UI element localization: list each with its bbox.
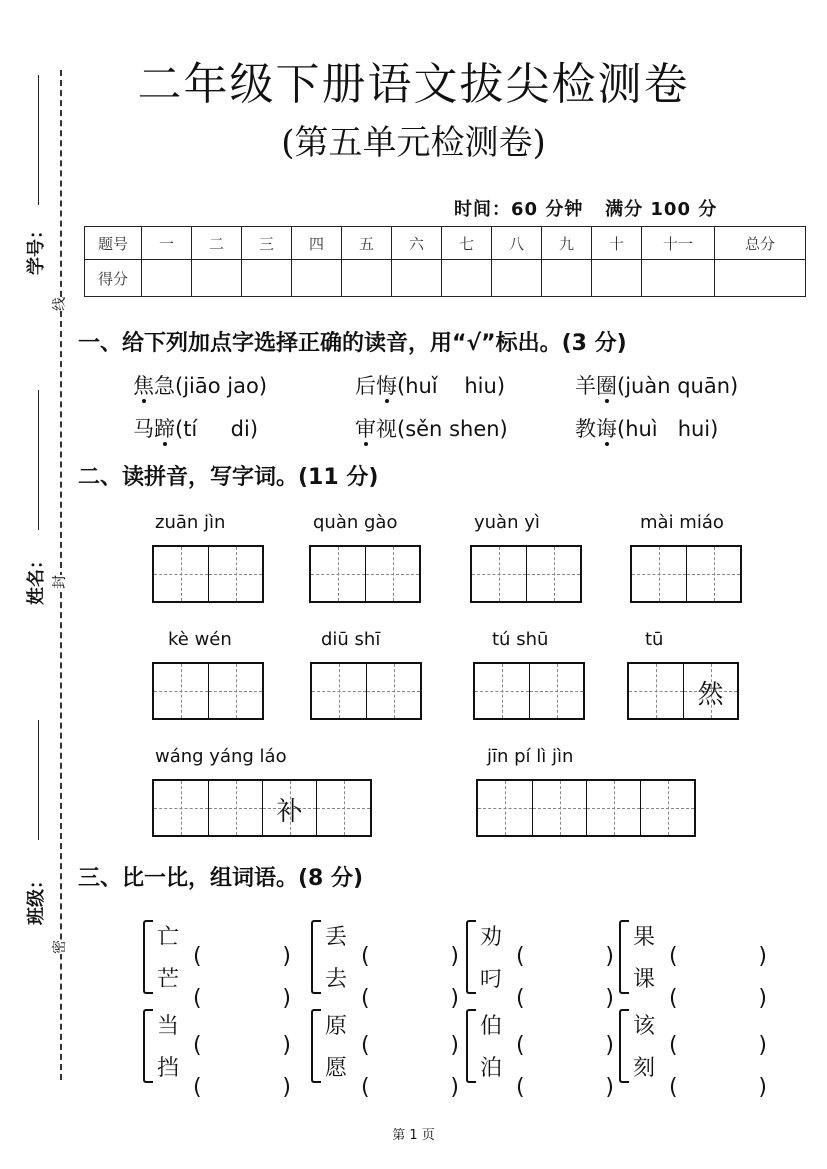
section2-heading: 二、读拼音，写字词。(11 分) [78,465,379,490]
dotted-char: 悔 [376,370,397,400]
option-a[interactable]: (sěn [397,417,443,441]
compare-char: 丢 [325,925,348,950]
score-cell[interactable] [192,260,242,297]
score-col: 十一 [642,227,715,260]
writing-cell[interactable] [366,664,420,718]
option-b[interactable]: jao) [227,374,268,398]
writing-cell[interactable] [154,781,208,835]
student-no-label: 学号： [26,221,47,275]
page-number: 第 1 页 [392,1128,435,1143]
dotted-char: 诲 [596,413,617,443]
brace-icon [466,920,476,994]
score-col-total: 总分 [715,227,806,260]
compare-char: 当 [157,1014,180,1039]
pronunciation-item[interactable]: 教诲(huì hui) [575,413,718,443]
brace-icon [619,1009,629,1083]
score-cell[interactable] [292,260,342,297]
score-table [84,226,806,297]
page-title: 二年级下册语文拔尖检测卷 [137,59,690,110]
score-col: 六 [392,227,442,260]
exam-meta [454,195,717,221]
score-col: 四 [292,227,342,260]
tian-grid[interactable] [476,779,696,837]
score-cell[interactable] [592,260,642,297]
compare-pair: 当 ( ) 挡 ( ) [143,1003,293,1085]
compare-char: 刻 [633,1056,656,1081]
score-col: 二 [192,227,242,260]
dotted-char: 审 [355,413,376,443]
brace-icon [619,920,629,994]
compare-char: 叼 [480,967,503,992]
pronunciation-item[interactable]: 审视(sěn shen) [355,413,508,443]
compare-char: 去 [325,967,348,992]
dotted-char: 焦 [133,370,154,400]
tian-grid[interactable] [630,545,742,603]
option-b[interactable]: quān) [677,374,739,398]
writing-cell[interactable] [532,781,586,835]
compare-pair: 该 ( ) 刻 ( ) [619,1003,769,1085]
score-col: 九 [542,227,592,260]
writing-cell: 补 [262,781,316,835]
writing-cell[interactable] [154,664,208,718]
option-a[interactable]: (jiāo [175,374,221,398]
score-col: 三 [242,227,292,260]
score-table-row-label: 题号 [85,227,142,260]
time-limit: 时间：60 分钟 [454,199,584,220]
tian-grid[interactable] [309,545,421,603]
compare-char: 愿 [325,1056,348,1081]
compare-char: 芒 [157,967,180,992]
tian-grid[interactable] [473,662,585,720]
writing-cell[interactable] [316,781,370,835]
brace-icon [311,1009,321,1083]
class-line [38,720,39,840]
score-cell[interactable] [142,260,192,297]
writing-cell[interactable] [208,547,262,601]
pronunciation-item[interactable]: 羊圈(juàn quān) [575,370,738,400]
class-label: 班级： [26,871,47,925]
name-label: 姓名： [26,551,47,605]
tian-grid[interactable] [470,545,582,603]
pinyin-label: tū [645,629,664,650]
pinyin-label: yuàn yì [474,512,540,533]
writing-cell[interactable] [311,547,365,601]
score-table-header-row [85,227,806,260]
pinyin-label: tú shū [492,629,549,650]
option-b[interactable]: shen) [449,417,508,441]
compare-char: 劝 [480,925,503,950]
option-b[interactable]: di) [230,417,259,441]
score-cell[interactable] [642,260,715,297]
pronunciation-item[interactable]: 马蹄(tí di) [133,413,258,443]
writing-cell[interactable] [472,547,526,601]
option-a[interactable]: (juàn [617,374,671,398]
score-cell[interactable] [492,260,542,297]
pinyin-label: quàn gào [313,512,398,533]
compare-char: 原 [325,1014,348,1039]
tian-grid[interactable] [627,662,739,720]
score-col: 八 [492,227,542,260]
score-cell-total[interactable] [715,260,806,297]
writing-cell[interactable] [208,781,262,835]
dotted-char: 蹄 [154,413,175,443]
option-a[interactable]: (huì [617,417,658,441]
pinyin-label: kè wén [168,629,232,650]
score-col: 七 [442,227,492,260]
score-table-row-label: 得分 [85,260,142,297]
full-score: 满分 100 分 [605,199,718,220]
option-b[interactable]: hiu) [464,374,506,398]
writing-cell[interactable] [586,781,640,835]
writing-cell[interactable] [475,664,529,718]
writing-cell[interactable] [365,547,419,601]
option-a[interactable]: (huǐ [397,374,438,398]
pinyin-label: jīn pí lì jìn [487,746,574,767]
writing-cell[interactable] [640,781,694,835]
writing-cell[interactable] [686,547,740,601]
compare-pair: 亡 ( ) 芒 ( ) [143,914,293,996]
section3-heading: 三、比一比，组词语。(8 分) [78,866,364,891]
writing-cell[interactable] [478,781,532,835]
compare-char: 挡 [157,1056,180,1081]
cut-mark-seal: 封 [47,575,71,589]
compare-char: 泊 [480,1056,503,1081]
page-subtitle: (第五单元检测卷) [281,123,546,163]
writing-cell[interactable] [629,664,683,718]
tian-grid[interactable] [152,779,372,837]
compare-pair: 果 ( ) 课 ( ) [619,914,769,996]
tian-grid[interactable] [152,545,264,603]
section1-heading: 一、给下列加点字选择正确的读音，用“√”标出。(3 分) [78,331,627,356]
pinyin-label: mài miáo [640,512,724,533]
compare-pair: 原 ( ) 愿 ( ) [311,1003,461,1085]
writing-cell[interactable] [154,547,208,601]
writing-cell[interactable] [632,547,686,601]
name-line [38,390,39,530]
brace-icon [466,1009,476,1083]
option-a[interactable]: (tí [175,417,198,441]
score-col: 十 [592,227,642,260]
score-cell[interactable] [442,260,492,297]
pronunciation-item[interactable]: 后悔(huǐ hiu) [355,370,505,400]
brace-icon [143,1009,153,1083]
cut-mark-secret: 密 [47,940,71,954]
writing-cell: 然 [683,664,737,718]
brace-icon [143,920,153,994]
compare-pair: 丢 ( ) 去 ( ) [311,914,461,996]
score-table-score-row [85,260,806,297]
score-col: 五 [342,227,392,260]
cut-mark-line: 线 [47,297,71,311]
writing-cell[interactable] [208,664,262,718]
compare-char: 课 [633,967,656,992]
tian-grid[interactable] [310,662,422,720]
tian-grid[interactable] [152,662,264,720]
score-cell[interactable] [542,260,592,297]
score-col: 一 [142,227,192,260]
option-b[interactable]: hui) [677,417,719,441]
compare-pair: 劝 ( ) 叼 ( ) [466,914,616,996]
compare-char: 该 [633,1014,656,1039]
brace-icon [311,920,321,994]
pinyin-label: zuān jìn [155,512,226,533]
compare-pair: 伯 ( ) 泊 ( ) [466,1003,616,1085]
score-cell[interactable] [242,260,292,297]
writing-cell[interactable] [312,664,366,718]
pinyin-label: wáng yáng láo [155,746,287,767]
dotted-char: 圈 [596,370,617,400]
compare-char: 伯 [480,1014,503,1039]
score-cell[interactable] [392,260,442,297]
writing-cell[interactable] [526,547,580,601]
pinyin-label: diū shī [321,629,381,650]
compare-char: 果 [633,925,656,950]
compare-char: 亡 [157,925,180,950]
score-cell[interactable] [342,260,392,297]
pronunciation-item[interactable]: 焦急(jiāo jao) [133,370,267,400]
writing-cell[interactable] [529,664,583,718]
